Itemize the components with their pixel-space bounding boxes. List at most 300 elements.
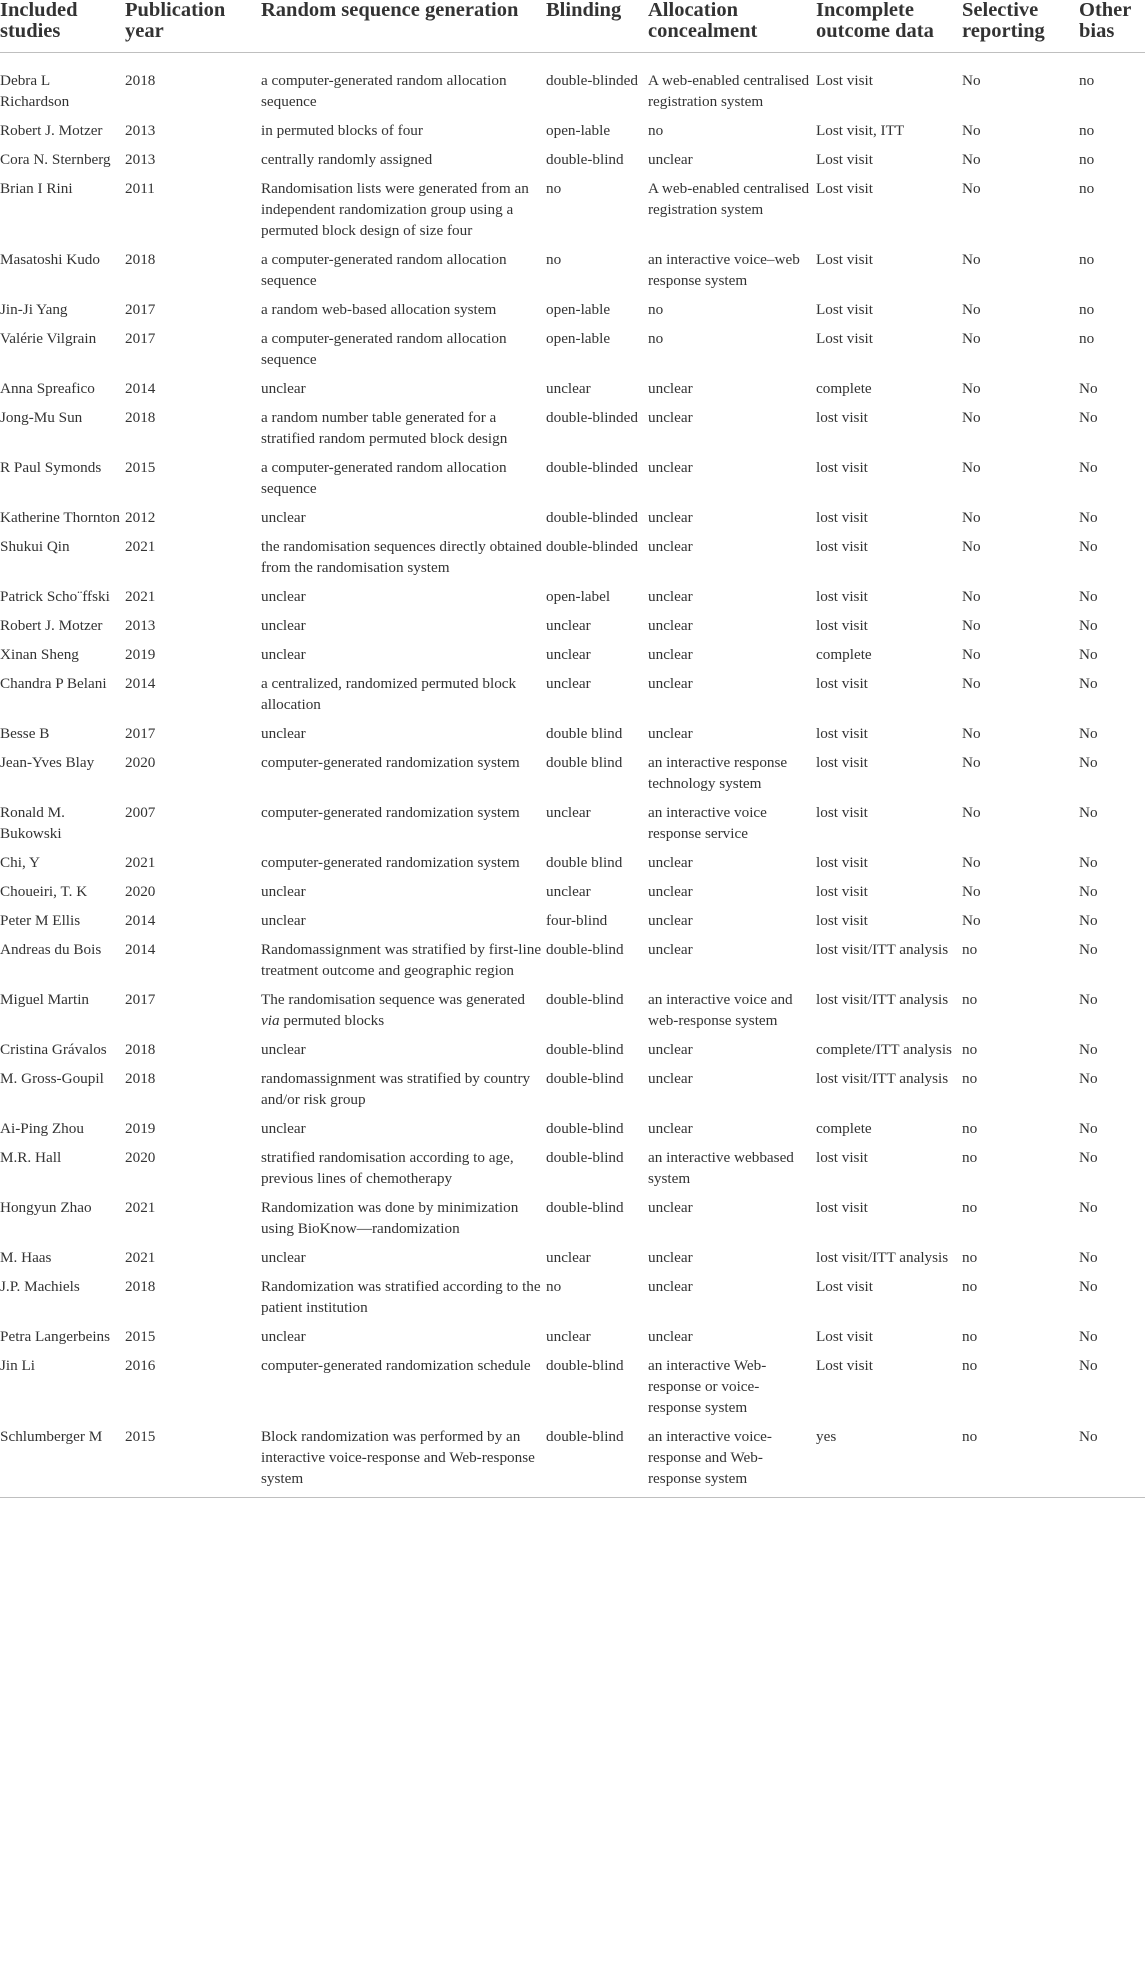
study-cell: Brian I Rini <box>0 180 73 197</box>
selective-reporting-cell: No <box>962 617 981 634</box>
selective-reporting-cell: No <box>962 588 981 605</box>
study-cell: Hongyun Zhao <box>0 1199 92 1216</box>
blinding-cell: double-blinded <box>546 509 638 526</box>
blinding-cell: open-lable <box>546 330 611 347</box>
allocation-cell: an interactive webbased system <box>648 1149 794 1187</box>
study-cell: Jin Li <box>0 1357 36 1374</box>
table-row <box>0 1426 1145 1498</box>
selective-reporting-cell: no <box>962 1041 978 1058</box>
table-row <box>0 615 1145 644</box>
random-sequence-cell: in permuted blocks of four <box>261 122 423 139</box>
incomplete-outcome-cell: lost visit <box>816 588 868 605</box>
year-cell: 2015 <box>125 1426 261 1498</box>
selective-reporting-cell: No <box>962 646 981 663</box>
random-sequence-cell: randomassignment was stratified by country and/or risk group <box>261 1070 531 1108</box>
table-row <box>0 586 1145 615</box>
table-row <box>0 178 1145 249</box>
random-sequence-cell: a random web-based allocation system <box>261 301 497 318</box>
blinding-cell: open-lable <box>546 122 611 139</box>
year-cell: 2018 <box>125 1041 156 1058</box>
incomplete-outcome-cell: complete <box>816 646 872 663</box>
blinding-cell: double-blind <box>546 151 624 168</box>
other-bias-cell: No <box>1079 1199 1098 1216</box>
other-bias-cell: No <box>1079 1249 1098 1266</box>
other-bias-cell: No <box>1079 675 1098 692</box>
blinding-cell: double-blind <box>546 1149 624 1166</box>
incomplete-outcome-cell: lost visit/ITT analysis <box>816 1070 949 1087</box>
blinding-cell: double blind <box>546 725 623 742</box>
study-cell: Katherine Thornton <box>0 509 120 526</box>
other-bias-cell: no <box>1079 251 1095 268</box>
table-row <box>0 989 1145 1039</box>
year-cell: 2013 <box>125 122 156 139</box>
blinding-cell: double blind <box>546 754 623 771</box>
study-cell: Jean-Yves Blay <box>0 754 95 771</box>
blinding-cell: double-blinded <box>546 459 638 476</box>
random-sequence-cell: unclear <box>261 646 306 663</box>
header-publication-year: Publication year <box>125 0 261 53</box>
incomplete-outcome-cell: lost visit <box>816 1149 868 1166</box>
year-cell: 2013 <box>125 617 156 634</box>
other-bias-cell: no <box>1079 301 1095 318</box>
year-cell: 2014 <box>125 675 156 692</box>
blinding-cell: unclear <box>546 617 591 634</box>
allocation-cell: an interactive Web-response or voice-response system <box>648 1357 767 1416</box>
allocation-cell: unclear <box>648 617 693 634</box>
table-row <box>0 536 1145 586</box>
study-cell: Cora N. Sternberg <box>0 151 111 168</box>
selective-reporting-cell: No <box>962 912 981 929</box>
study-cell: Miguel Martin <box>0 991 90 1008</box>
study-cell: M.R. Hall <box>0 1149 62 1166</box>
random-sequence-cell: unclear <box>261 1249 306 1266</box>
other-bias-cell: No <box>1079 854 1098 871</box>
table-row <box>0 507 1145 536</box>
selective-reporting-cell: No <box>962 180 981 197</box>
incomplete-outcome-cell: lost visit <box>816 854 868 871</box>
incomplete-outcome-cell: Lost visit <box>816 1357 873 1374</box>
other-bias-cell: No <box>1079 941 1098 958</box>
allocation-cell: no <box>648 122 664 139</box>
blinding-cell: four-blind <box>546 912 608 929</box>
allocation-cell: unclear <box>648 854 693 871</box>
selective-reporting-cell: No <box>962 301 981 318</box>
blinding-cell: unclear <box>546 804 591 821</box>
random-sequence-cell: a random number table generated for a stratified random permuted block design <box>261 409 508 447</box>
table-row <box>0 723 1145 752</box>
selective-reporting-cell: No <box>962 409 981 426</box>
year-cell: 2019 <box>125 646 156 663</box>
year-cell: 2021 <box>125 1199 156 1216</box>
random-sequence-cell: the randomisation sequences directly obtained from the randomisation system <box>261 538 542 576</box>
blinding-cell: unclear <box>546 675 591 692</box>
other-bias-cell: No <box>1079 754 1098 771</box>
incomplete-outcome-cell: Lost visit <box>816 251 873 268</box>
header-included-studies: Included studies <box>0 0 125 53</box>
incomplete-outcome-cell: Lost visit <box>816 151 873 168</box>
table-row <box>0 802 1145 852</box>
selective-reporting-cell: No <box>962 509 981 526</box>
blinding-cell: open-lable <box>546 301 611 318</box>
random-sequence-cell: a computer-generated random allocation sequence <box>261 459 507 497</box>
year-cell: 2014 <box>125 912 156 929</box>
study-cell: Patrick Scho¨ffski <box>0 588 110 605</box>
allocation-cell: unclear <box>648 1120 693 1137</box>
incomplete-outcome-cell: Lost visit <box>816 72 873 89</box>
blinding-cell: double-blind <box>546 991 624 1008</box>
selective-reporting-cell: No <box>962 883 981 900</box>
blinding-cell: double-blinded <box>546 409 638 426</box>
study-cell: Schlumberger M <box>0 1426 125 1498</box>
table-row <box>0 1118 1145 1147</box>
random-sequence-cell: Block randomization was performed by an interactive voice-response and Web-response system <box>261 1426 546 1498</box>
table-row <box>0 939 1145 989</box>
blinding-cell: no <box>546 180 562 197</box>
study-cell: Jong-Mu Sun <box>0 409 83 426</box>
blinding-cell: unclear <box>546 1328 591 1345</box>
table-row <box>0 1247 1145 1276</box>
table-row <box>0 378 1145 407</box>
allocation-cell: unclear <box>648 588 693 605</box>
selective-reporting-cell: no <box>962 1149 978 1166</box>
allocation-cell: unclear <box>648 883 693 900</box>
allocation-cell: unclear <box>648 1249 693 1266</box>
allocation-cell: unclear <box>648 1278 693 1295</box>
header-random-sequence-generation: Random sequence generation <box>261 0 546 53</box>
incomplete-outcome-cell: complete <box>816 380 872 397</box>
incomplete-outcome-cell: lost visit <box>816 509 868 526</box>
table-body <box>0 53 1145 1498</box>
study-cell: Chi, Y <box>0 854 40 871</box>
table-row <box>0 53 1145 121</box>
selective-reporting-cell: No <box>962 380 981 397</box>
incomplete-outcome-cell: Lost visit, ITT <box>816 122 905 139</box>
incomplete-outcome-cell: lost visit/ITT analysis <box>816 941 949 958</box>
table-row <box>0 1197 1145 1247</box>
other-bias-cell: No <box>1079 459 1098 476</box>
study-cell: R Paul Symonds <box>0 459 102 476</box>
incomplete-outcome-cell: complete/ITT analysis <box>816 1041 952 1058</box>
study-cell: Choueiri, T. K <box>0 883 88 900</box>
table-row <box>0 1068 1145 1118</box>
year-cell: 2018 <box>125 1070 156 1087</box>
year-cell: 2017 <box>125 301 156 318</box>
incomplete-outcome-cell: lost visit <box>816 912 868 929</box>
blinding-cell: open-label <box>546 588 611 605</box>
other-bias-cell: No <box>1079 617 1098 634</box>
study-cell: Xinan Sheng <box>0 646 79 663</box>
other-bias-cell: No <box>1079 409 1098 426</box>
study-cell: Valérie Vilgrain <box>0 330 97 347</box>
blinding-cell: double-blind <box>546 1041 624 1058</box>
random-sequence-cell: computer-generated randomization schedule <box>261 1357 531 1374</box>
allocation-cell: unclear <box>648 1070 693 1087</box>
random-sequence-cell: unclear <box>261 912 306 929</box>
table-row <box>0 328 1145 378</box>
selective-reporting-cell: No <box>962 330 981 347</box>
year-cell: 2015 <box>125 1328 156 1345</box>
other-bias-cell: No <box>1079 646 1098 663</box>
other-bias-cell: No <box>1079 1070 1098 1087</box>
allocation-cell: unclear <box>648 941 693 958</box>
header-allocation-concealment: Allocation concealment <box>648 0 816 53</box>
incomplete-outcome-cell: lost visit <box>816 675 868 692</box>
blinding-cell: unclear <box>546 646 591 663</box>
random-sequence-cell: unclear <box>261 380 306 397</box>
selective-reporting-cell: no <box>962 1426 1079 1498</box>
selective-reporting-cell: No <box>962 804 981 821</box>
random-sequence-cell: unclear <box>261 617 306 634</box>
other-bias-cell: no <box>1079 330 1095 347</box>
year-cell: 2021 <box>125 1249 156 1266</box>
incomplete-outcome-cell: lost visit/ITT analysis <box>816 991 949 1008</box>
other-bias-cell: No <box>1079 883 1098 900</box>
table-row <box>0 881 1145 910</box>
blinding-cell: double-blind <box>546 1357 624 1374</box>
allocation-cell: an interactive voice response service <box>648 804 767 842</box>
allocation-cell: unclear <box>648 1041 693 1058</box>
study-cell: Peter M Ellis <box>0 912 81 929</box>
random-sequence-cell: a computer-generated random allocation sequence <box>261 251 507 289</box>
selective-reporting-cell: No <box>962 754 981 771</box>
other-bias-cell: No <box>1079 509 1098 526</box>
table-row <box>0 407 1145 457</box>
year-cell: 2011 <box>125 180 155 197</box>
study-cell: Chandra P Belani <box>0 675 107 692</box>
other-bias-cell: No <box>1079 380 1098 397</box>
study-cell: Robert J. Motzer <box>0 122 103 139</box>
blinding-cell: unclear <box>546 883 591 900</box>
table-row <box>0 1326 1145 1355</box>
year-cell: 2021 <box>125 854 156 871</box>
header-row <box>0 0 1145 53</box>
other-bias-cell: no <box>1079 72 1095 89</box>
allocation-cell: an interactive voice and web-response system <box>648 991 793 1029</box>
header-blinding: Blinding <box>546 0 648 53</box>
table-row <box>0 299 1145 328</box>
random-sequence-cell: Randomisation lists were generated from an independent randomization group using a permuted block design of size four <box>261 180 529 239</box>
allocation-cell: unclear <box>648 151 693 168</box>
table-row <box>0 673 1145 723</box>
random-sequence-cell: stratified randomisation according to age, previous lines of chemotherapy <box>261 1149 514 1187</box>
random-sequence-cell: unclear <box>261 725 306 742</box>
selective-reporting-cell: No <box>962 538 981 555</box>
allocation-cell: unclear <box>648 725 693 742</box>
selective-reporting-cell: No <box>962 725 981 742</box>
blinding-cell: no <box>546 251 562 268</box>
study-cell: Ai-Ping Zhou <box>0 1120 84 1137</box>
random-sequence-cell: unclear <box>261 1041 306 1058</box>
incomplete-outcome-cell: complete <box>816 1120 872 1137</box>
selective-reporting-cell: no <box>962 1070 978 1087</box>
selective-reporting-cell: No <box>962 675 981 692</box>
table-row <box>0 149 1145 178</box>
study-cell: Ronald M. Bukowski <box>0 804 65 842</box>
study-cell: Shukui Qin <box>0 538 70 555</box>
selective-reporting-cell: no <box>962 991 978 1008</box>
random-sequence-cell: computer-generated randomization system <box>261 754 520 771</box>
random-sequence-cell: The randomisation sequence was generated via permuted blocks <box>261 991 525 1029</box>
year-cell: 2017 <box>125 991 156 1008</box>
allocation-cell: unclear <box>648 646 693 663</box>
year-cell: 2014 <box>125 380 156 397</box>
blinding-cell: double-blind <box>546 1199 624 1216</box>
study-cell: Cristina Grávalos <box>0 1041 107 1058</box>
study-cell: Masatoshi Kudo <box>0 251 100 268</box>
incomplete-outcome-cell: yes <box>816 1426 962 1498</box>
incomplete-outcome-cell: lost visit <box>816 754 868 771</box>
incomplete-outcome-cell: Lost visit <box>816 180 873 197</box>
incomplete-outcome-cell: lost visit <box>816 617 868 634</box>
random-sequence-cell: unclear <box>261 588 306 605</box>
selective-reporting-cell: no <box>962 1357 978 1374</box>
random-sequence-cell: Randomization was stratified according to the patient institution <box>261 1278 541 1316</box>
other-bias-cell: No <box>1079 725 1098 742</box>
selective-reporting-cell: No <box>962 459 981 476</box>
allocation-cell: no <box>648 301 664 318</box>
allocation-cell: unclear <box>648 675 693 692</box>
table-row <box>0 752 1145 802</box>
blinding-cell: no <box>546 1278 562 1295</box>
incomplete-outcome-cell: lost visit <box>816 538 868 555</box>
allocation-cell: unclear <box>648 1328 693 1345</box>
other-bias-cell: No <box>1079 588 1098 605</box>
table-row <box>0 644 1145 673</box>
other-bias-cell: no <box>1079 151 1095 168</box>
table-row <box>0 457 1145 507</box>
other-bias-cell: No <box>1079 1426 1145 1498</box>
table-row <box>0 1147 1145 1197</box>
year-cell: 2021 <box>125 588 156 605</box>
study-cell: M. Gross-Goupil <box>0 1070 104 1087</box>
other-bias-cell: No <box>1079 912 1098 929</box>
allocation-cell: unclear <box>648 509 693 526</box>
blinding-cell: unclear <box>546 1249 591 1266</box>
random-sequence-cell: unclear <box>261 1328 306 1345</box>
incomplete-outcome-cell: lost visit/ITT analysis <box>816 1249 949 1266</box>
year-cell: 2021 <box>125 538 156 555</box>
selective-reporting-cell: No <box>962 122 981 139</box>
blinding-cell: double-blind <box>546 1120 624 1137</box>
study-cell: Besse B <box>0 725 50 742</box>
random-sequence-cell: Randomization was done by minimization using BioKnow—randomization <box>261 1199 519 1237</box>
blinding-cell: double-blinded <box>546 538 638 555</box>
year-cell: 2013 <box>125 151 156 168</box>
selective-reporting-cell: No <box>962 251 981 268</box>
other-bias-cell: No <box>1079 1149 1098 1166</box>
selective-reporting-cell: no <box>962 1120 978 1137</box>
blinding-cell: double-blind <box>546 1426 648 1498</box>
incomplete-outcome-cell: lost visit <box>816 804 868 821</box>
other-bias-cell: No <box>1079 991 1098 1008</box>
other-bias-cell: no <box>1079 122 1095 139</box>
blinding-cell: double-blind <box>546 1070 624 1087</box>
study-cell: Jin-Ji Yang <box>0 301 68 318</box>
incomplete-outcome-cell: lost visit <box>816 1199 868 1216</box>
allocation-cell: an interactive voice–web response system <box>648 251 800 289</box>
random-sequence-cell: unclear <box>261 509 306 526</box>
study-cell: Debra L Richardson <box>0 72 70 110</box>
year-cell: 2007 <box>125 804 156 821</box>
year-cell: 2018 <box>125 409 156 426</box>
year-cell: 2017 <box>125 725 156 742</box>
blinding-cell: double-blind <box>546 941 624 958</box>
other-bias-cell: No <box>1079 1041 1098 1058</box>
incomplete-outcome-cell: lost visit <box>816 459 868 476</box>
header-other-bias: Other bias <box>1079 0 1145 53</box>
random-sequence-cell: a computer-generated random allocation sequence <box>261 72 507 110</box>
selective-reporting-cell: no <box>962 1328 978 1345</box>
random-sequence-cell: a centralized, randomized permuted block allocation <box>261 675 517 713</box>
other-bias-cell: No <box>1079 1328 1098 1345</box>
other-bias-cell: No <box>1079 1120 1098 1137</box>
year-cell: 2018 <box>125 72 156 89</box>
allocation-cell: an interactive voice-response and Web-response system <box>648 1426 816 1498</box>
table-row <box>0 1276 1145 1326</box>
blinding-cell: unclear <box>546 380 591 397</box>
study-cell: Anna Spreafico <box>0 380 95 397</box>
allocation-cell: unclear <box>648 1199 693 1216</box>
random-sequence-cell: computer-generated randomization system <box>261 854 520 871</box>
incomplete-outcome-cell: lost visit <box>816 883 868 900</box>
table-row <box>0 852 1145 881</box>
other-bias-cell: No <box>1079 538 1098 555</box>
study-cell: Andreas du Bois <box>0 941 102 958</box>
year-cell: 2019 <box>125 1120 156 1137</box>
random-sequence-cell: a computer-generated random allocation sequence <box>261 330 507 368</box>
table-row <box>0 1039 1145 1068</box>
allocation-cell: A web-enabled centralised registration system <box>648 72 810 110</box>
selective-reporting-cell: no <box>962 1199 978 1216</box>
selective-reporting-cell: No <box>962 151 981 168</box>
incomplete-outcome-cell: Lost visit <box>816 1278 873 1295</box>
incomplete-outcome-cell: Lost visit <box>816 1328 873 1345</box>
random-sequence-cell: unclear <box>261 1120 306 1137</box>
allocation-cell: unclear <box>648 409 693 426</box>
incomplete-outcome-cell: lost visit <box>816 725 868 742</box>
random-sequence-cell: Randomassignment was stratified by first-line treatment outcome and geographic region <box>261 941 542 979</box>
allocation-cell: no <box>648 330 664 347</box>
table-header <box>0 0 1145 53</box>
allocation-cell: an interactive response technology system <box>648 754 788 792</box>
table-row <box>0 249 1145 299</box>
blinding-cell: double blind <box>546 854 623 871</box>
study-cell: Petra Langerbeins <box>0 1328 111 1345</box>
allocation-cell: unclear <box>648 459 693 476</box>
year-cell: 2015 <box>125 459 156 476</box>
year-cell: 2018 <box>125 251 156 268</box>
selective-reporting-cell: No <box>962 72 981 89</box>
incomplete-outcome-cell: Lost visit <box>816 330 873 347</box>
selective-reporting-cell: no <box>962 1278 978 1295</box>
table-row <box>0 910 1145 939</box>
study-cell: M. Haas <box>0 1249 52 1266</box>
selective-reporting-cell: no <box>962 941 978 958</box>
random-sequence-cell: unclear <box>261 883 306 900</box>
header-selective-reporting: Selective reporting <box>962 0 1079 53</box>
other-bias-cell: No <box>1079 804 1098 821</box>
allocation-cell: unclear <box>648 912 693 929</box>
other-bias-cell: no <box>1079 180 1095 197</box>
allocation-cell: unclear <box>648 538 693 555</box>
allocation-cell: unclear <box>648 380 693 397</box>
allocation-cell: A web-enabled centralised registration system <box>648 180 810 218</box>
year-cell: 2020 <box>125 883 156 900</box>
selective-reporting-cell: No <box>962 854 981 871</box>
random-sequence-cell: computer-generated randomization system <box>261 804 520 821</box>
study-cell: Robert J. Motzer <box>0 617 103 634</box>
year-cell: 2020 <box>125 754 156 771</box>
